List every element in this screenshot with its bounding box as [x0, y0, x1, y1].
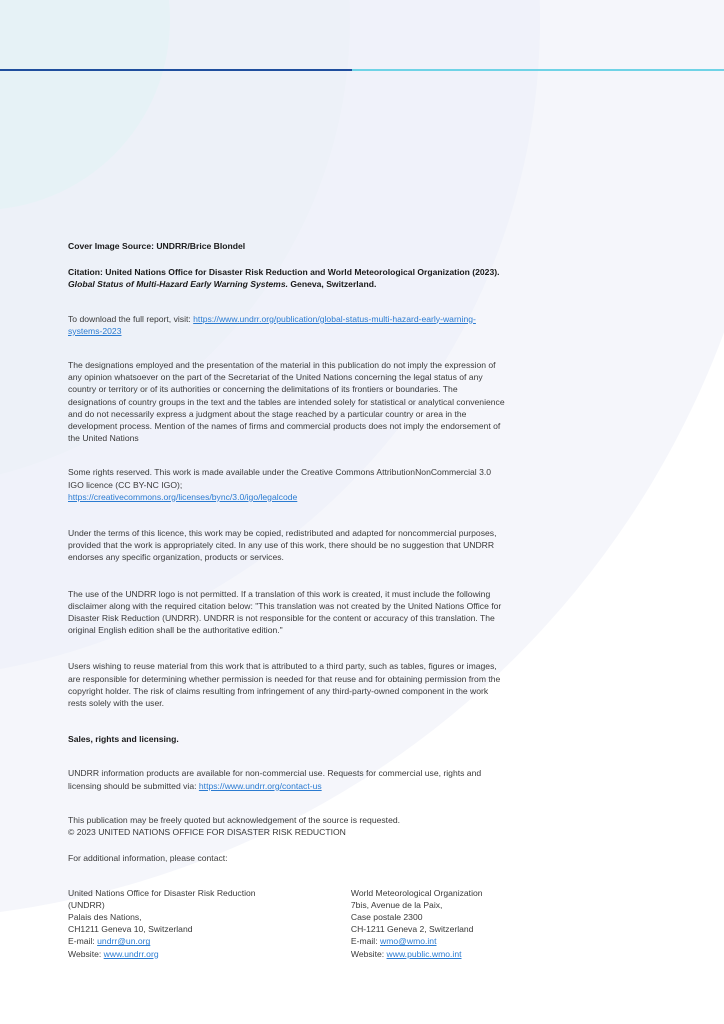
wmo-email-label: E-mail:: [350, 936, 378, 947]
sales-heading: Sales, rights and licensing.: [68, 734, 179, 745]
wmo-line1: World Meteorological Organization: [350, 887, 483, 898]
wmo-website-row: [351, 948, 508, 960]
citation-suffix: Geneva, Switzerland.: [290, 279, 377, 290]
licence-terms-paragraph: Under the terms of this licence, this work may be copied, redistributed and adapted for noncommercial purposes, provided that the work is appropriately cited. In any use of this work, there should be no suggestion that UNDRR endorses any specific organization, products or services.: [68, 528, 497, 563]
imprint-page: [68, 240, 508, 960]
contact-intro: For additional information, please contact:: [68, 853, 228, 864]
wmo-line4: CH-1211 Geneva 2, Switzerland: [350, 924, 474, 935]
wmo-email-row: [351, 935, 508, 947]
rights-paragraph: [68, 466, 508, 503]
undrr-website-link[interactable]: www.undrr.org: [103, 948, 159, 959]
sales-paragraph: [68, 767, 508, 791]
undrr-line2: (UNDRR): [68, 899, 105, 910]
wmo-line3: Case postale 2300: [350, 911, 423, 922]
wmo-website-link[interactable]: www.public.wmo.int: [386, 948, 462, 959]
undrr-website-row: [68, 948, 351, 960]
undrr-line4: CH1211 Geneva 10, Switzerland: [68, 924, 193, 935]
designations-paragraph: The designations employed and the presentation of the material in this publication do not imply the expression of any opinion whatsoever on the part of the Secretariat of the United Nations concerning the legal status of any country or territory or of its authorities or concerning the delimitations of its frontiers or boundaries. The designations of country groups in the text and the tables are intended solely for statistical or analytical convenience and do not necessarily express a judgment about the stage reached by a particular country or area in the development process. Mention of the names of firms and commercial products does not imply the endorsement of the United Nations: [68, 360, 505, 444]
citation-prefix: Citation: United Nations Office for Disaster Risk Reduction and World Meteorological Organization (2023).: [68, 267, 500, 278]
download-paragraph: [68, 313, 508, 337]
wmo-email-link[interactable]: wmo@wmo.int: [380, 936, 437, 947]
citation: [68, 266, 508, 290]
header-rule-dark: [0, 69, 352, 71]
download-link[interactable]: https://www.undrr.org/publication/global-status-multi-hazard-early-warning-systems-2023: [68, 313, 476, 336]
download-text: To download the full report, visit:: [68, 313, 191, 324]
sales-text: UNDRR information products are available for non-commercial use. Requests for commercial use, rights and licensing should be submitted via:: [68, 768, 482, 791]
licence-link[interactable]: https://creativecommons.org/licenses/bync/3.0/igo/legalcode: [68, 491, 298, 502]
header-rule-light: [352, 69, 724, 71]
quote-notice: This publication may be freely quoted but acknowledgement of the source is requested.: [68, 814, 401, 825]
undrr-email-label: E-mail:: [68, 936, 95, 947]
citation-title: Global Status of Multi-Hazard Early Warning Systems.: [68, 279, 288, 290]
undrr-email-link[interactable]: undrr@un.org: [97, 936, 151, 947]
rights-text: Some rights reserved. This work is made available under the Creative Commons AttributionNonCommercial 3.0 IGO licence (CC BY-NC IGO);: [68, 467, 492, 490]
undrr-line1: United Nations Office for Disaster Risk Reduction: [68, 887, 256, 898]
wmo-contact: [351, 887, 508, 960]
contact-columns: [68, 887, 508, 960]
wmo-website-label: Website:: [350, 948, 385, 959]
logo-use-paragraph: The use of the UNDRR logo is not permitted. If a translation of this work is created, it must include the following disclaimer along with the required citation below: "This translation was not created by the United Nations Office for Disaster Risk Reduction (UNDRR). UNDRR is not responsible for the content or accuracy of this translation. The original English edition shall be the authoritative edition.": [68, 588, 502, 636]
third-party-paragraph: Users wishing to reuse material from this work that is attributed to a third party, such as tables, figures or images, are responsible for determining whether permission is needed for that reuse and for obtaining permission from the copyright holder. The risk of claims resulting from infringement of any third-party-owned component in the work rests solely with the user.: [68, 661, 501, 709]
cover-source: Cover Image Source: UNDRR/Brice Blondel: [68, 241, 246, 251]
undrr-website-label: Website:: [68, 948, 102, 959]
undrr-contact: [68, 887, 351, 960]
undrr-email-row: [68, 935, 351, 947]
undrr-line3: Palais des Nations,: [68, 911, 142, 922]
copyright-notice: © 2023 UNITED NATIONS OFFICE FOR DISASTER RISK REDUCTION: [68, 827, 346, 838]
contact-us-link[interactable]: https://www.undrr.org/contact-us: [198, 780, 322, 791]
wmo-line2: 7bis, Avenue de la Paix,: [350, 899, 443, 910]
